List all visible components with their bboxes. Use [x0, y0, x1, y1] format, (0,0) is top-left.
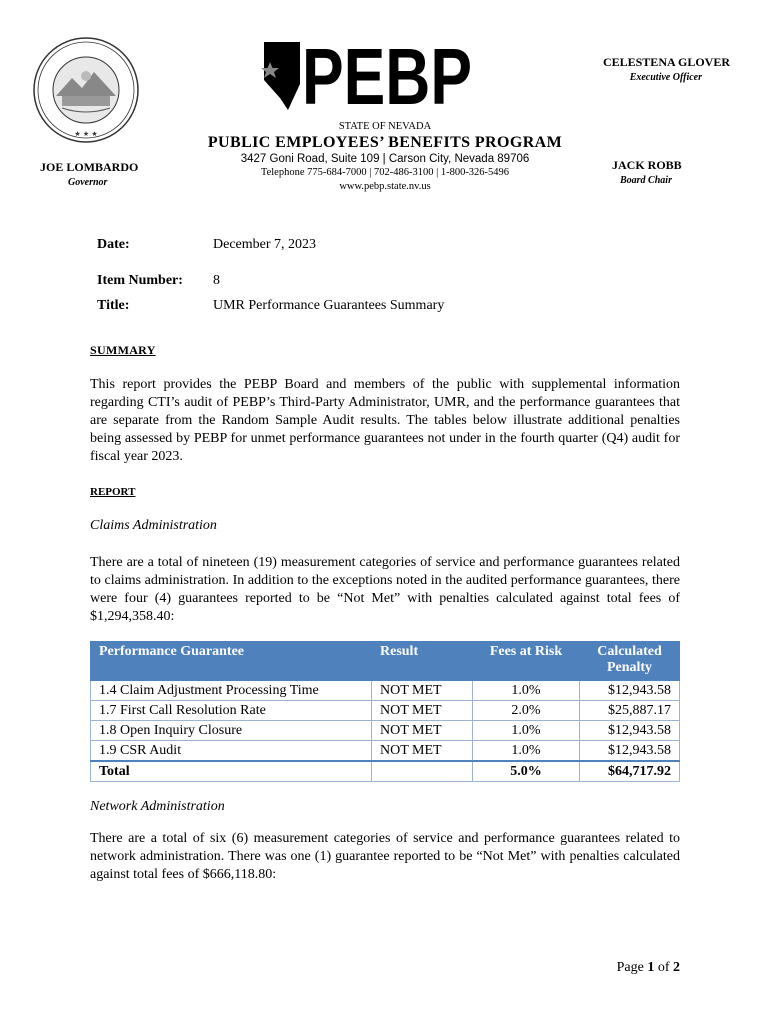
table-total-row — [91, 761, 680, 782]
svg-text:★ ★ ★: ★ ★ ★ — [74, 130, 98, 138]
executive-name: CELESTENA GLOVER — [602, 55, 730, 69]
page-number — [617, 960, 680, 976]
cell-fees: 2.0% — [473, 701, 580, 721]
total-label: Total — [91, 761, 372, 782]
page-label: Page — [616, 960, 644, 975]
item-number-label: Item Number: — [97, 273, 183, 288]
network-paragraph: There are a total of six (6) measurement categories of service and performance guarantees related to network administration. There was one (1) guarantee reported to be “Not Met” with penalties calculated against total fees of $666,118.80: — [90, 831, 680, 882]
table-row — [91, 681, 680, 701]
program-name: PUBLIC EMPLOYEES’ BENEFITS PROGRAM — [207, 134, 563, 151]
total-penalty: $64,717.92 — [580, 761, 680, 782]
report-heading: REPORT — [90, 486, 136, 498]
col-header-penalty: Calculated Penalty — [580, 642, 680, 681]
cell-penalty: $12,943.58 — [580, 681, 680, 701]
total-fees: 5.0% — [473, 761, 580, 782]
telephone: Telephone 775-684-7000 | 702-486-3100 | 1-800-326-5496 — [260, 167, 510, 178]
cell-fees: 1.0% — [473, 741, 580, 762]
cell-result: NOT MET — [372, 741, 473, 762]
cell-guarantee: 1.9 CSR Audit — [91, 741, 372, 762]
date-label: Date: — [97, 237, 130, 252]
governor-title: Governor — [68, 177, 108, 188]
page-current: 1 — [647, 960, 655, 975]
col-header-guarantee: Performance Guarantee — [91, 642, 372, 681]
pebp-logo — [256, 32, 474, 121]
chair-title: Board Chair — [620, 175, 672, 186]
website-link[interactable]: www.pebp.state.nv.us — [339, 181, 431, 192]
summary-heading: SUMMARY — [90, 343, 156, 357]
cell-fees: 1.0% — [473, 681, 580, 701]
title-label: Title: — [97, 298, 130, 313]
cell-guarantee: 1.7 First Call Resolution Rate — [91, 701, 372, 721]
claims-penalty-table — [90, 641, 680, 782]
state-name: STATE OF NEVADA — [338, 121, 432, 132]
claims-paragraph: There are a total of nineteen (19) measurement categories of service and performance guarantees related to claims administration. In addition to the exceptions noted in the audited performance guarantees, there were four (4) guarantees reported to be “Not Met” with penalties calculated against total fees of $1,294,358.40: — [90, 555, 680, 624]
cell-penalty: $12,943.58 — [580, 741, 680, 762]
title-value: UMR Performance Guarantees Summary — [213, 298, 445, 313]
item-number-value: 8 — [213, 273, 220, 288]
table-row — [91, 701, 680, 721]
page-total: 2 — [673, 960, 680, 975]
cell-guarantee: 1.4 Claim Adjustment Processing Time — [91, 681, 372, 701]
total-result — [372, 761, 473, 782]
chair-name: JACK ROBB — [612, 158, 682, 172]
cell-penalty: $25,887.17 — [580, 701, 680, 721]
table-header-row — [91, 642, 680, 681]
table-row — [91, 741, 680, 762]
address: 3427 Goni Road, Suite 109 | Carson City, Nevada 89706 — [240, 153, 530, 165]
cell-result: NOT MET — [372, 721, 473, 741]
cell-result: NOT MET — [372, 701, 473, 721]
col-header-result: Result — [372, 642, 473, 681]
summary-paragraph: This report provides the PEBP Board and members of the public with supplemental information regarding CTI’s audit of PEBP’s Third-Party Administrator, UMR, and the performance guarantees that are separate from the Random Sample Audit results. The tables below illustrate additional penalties being assessed by PEBP for unmet performance guarantees not under in the fourth quarter (Q4) audit for fiscal year 2023. — [90, 377, 680, 464]
table-row — [91, 721, 680, 741]
cell-guarantee: 1.8 Open Inquiry Closure — [91, 721, 372, 741]
claims-heading: Claims Administration — [90, 518, 217, 533]
col-header-fees: Fees at Risk — [473, 642, 580, 681]
pebp-logo-text: PEBP — [302, 32, 472, 121]
executive-title: Executive Officer — [629, 72, 702, 83]
cell-penalty: $12,943.58 — [580, 721, 680, 741]
date-value: December 7, 2023 — [213, 237, 317, 252]
network-heading: Network Administration — [90, 799, 225, 814]
governor-name: JOE LOMBARDO — [40, 160, 139, 174]
page-of: of — [657, 960, 670, 975]
cell-fees: 1.0% — [473, 721, 580, 741]
cell-result: NOT MET — [372, 681, 473, 701]
